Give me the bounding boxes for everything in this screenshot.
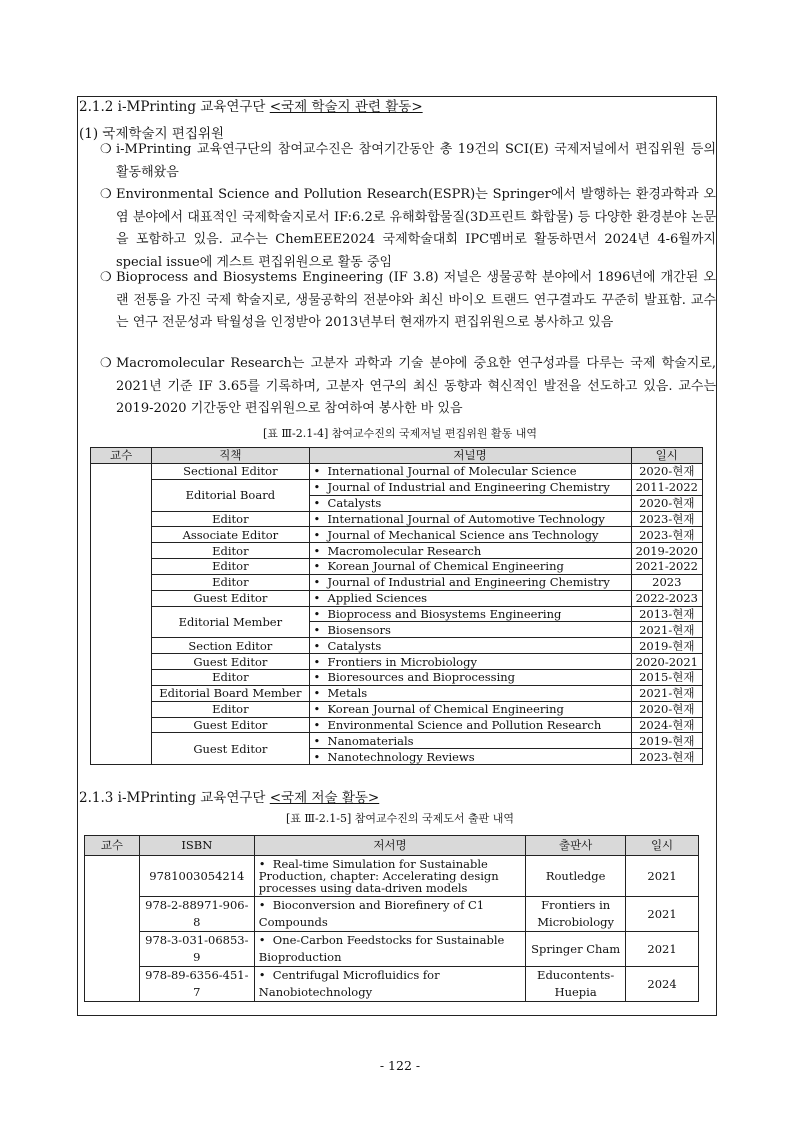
- bullet-icon: •: [313, 607, 321, 622]
- publication-table: [84, 835, 699, 1002]
- journal-cell: [309, 654, 631, 670]
- bullet-icon: •: [313, 638, 321, 653]
- period-cell: 2015-현재: [631, 669, 702, 685]
- journal-name: Journal of Mechanical Science ans Technology: [327, 527, 599, 542]
- table-row: [91, 654, 703, 670]
- journal-cell: [309, 749, 631, 765]
- table-row: [85, 897, 699, 932]
- bullet-paragraph: [100, 139, 716, 184]
- role-cell: Editorial Member: [152, 606, 309, 638]
- table-row: [91, 669, 703, 685]
- role-cell: Editor: [152, 701, 309, 717]
- period-cell: 2023-현재: [631, 511, 702, 527]
- journal-cell: [309, 590, 631, 606]
- period-cell: 2023: [631, 574, 702, 590]
- role-cell: Editor: [152, 559, 309, 575]
- journal-cell: [309, 543, 631, 559]
- period-cell: 2020-현재: [631, 464, 702, 480]
- bullet-icon: •: [313, 480, 321, 495]
- period-cell: 2021-2022: [631, 559, 702, 575]
- publisher-cell: Routledge: [526, 856, 626, 897]
- bullet-icon: •: [313, 511, 321, 526]
- table-row: [91, 717, 703, 733]
- bullet-icon: •: [313, 591, 321, 606]
- column-header: 저서명: [254, 836, 525, 856]
- journal-cell: [309, 464, 631, 480]
- book-title-cell: [254, 856, 525, 897]
- role-cell: Editor: [152, 669, 309, 685]
- page-number: - 122 -: [379, 1058, 421, 1073]
- bullet-icon: •: [313, 527, 321, 542]
- editorial-activity-table: [90, 447, 703, 765]
- section-heading-2-1-3: [79, 789, 379, 807]
- journal-name: Bioresources and Bioprocessing: [327, 670, 516, 685]
- year-cell: 2021: [626, 856, 699, 897]
- journal-name: Korean Journal of Chemical Engineering: [327, 702, 564, 717]
- role-cell: Guest Editor: [152, 733, 309, 765]
- bullet-text: 참여교수진은 참여기간동안 총 19건의 SCI(E) 국제저널에서 편집위원 등의 활동해왔음: [116, 142, 716, 180]
- journal-cell: [309, 717, 631, 733]
- bullet-icon: •: [313, 702, 321, 717]
- table-row: [91, 559, 703, 575]
- bullet-paragraph: [100, 353, 716, 421]
- table-row: [85, 967, 699, 1002]
- period-cell: 2019-2020: [631, 543, 702, 559]
- book-title: Real-time Simulation for Sustainable Production, chapter: Accelerating design processes using data-driven models: [258, 857, 499, 895]
- period-cell: 2021-현재: [631, 622, 702, 638]
- isbn-cell: 978-2-88971-906-8: [139, 897, 254, 932]
- bullet-icon: •: [313, 733, 321, 748]
- column-header: 직책: [152, 448, 309, 464]
- column-header: 일시: [631, 448, 702, 464]
- period-cell: 2019-현재: [631, 733, 702, 749]
- isbn-cell: 978-3-031-06853-9: [139, 932, 254, 967]
- professor-cell: [85, 856, 140, 1002]
- period-cell: 2011-2022: [631, 479, 702, 495]
- table-row: [85, 856, 699, 897]
- bullet-icon: •: [313, 543, 321, 558]
- isbn-cell: 9781003054214: [139, 856, 254, 897]
- journal-name: Frontiers in Microbiology: [327, 654, 477, 669]
- bullet-icon: •: [313, 559, 321, 574]
- section-heading-2-1-2: [79, 98, 423, 116]
- period-cell: 2013-현재: [631, 606, 702, 622]
- bullet-text-prefix: i-MPrinting 교육연구단의: [116, 142, 278, 157]
- role-cell: Section Editor: [152, 638, 309, 654]
- role-cell: Associate Editor: [152, 527, 309, 543]
- journal-cell: [309, 574, 631, 590]
- journal-name: Macromolecular Research: [327, 543, 482, 558]
- year-cell: 2021: [626, 932, 699, 967]
- journal-name: Bioprocess and Biosystems Engineering: [327, 607, 562, 622]
- book-title-cell: [254, 967, 525, 1002]
- journal-name: Nanotechnology Reviews: [327, 749, 475, 764]
- table-row: [91, 527, 703, 543]
- period-cell: 2023-현재: [631, 527, 702, 543]
- bullet-icon: •: [258, 968, 266, 982]
- column-header: 일시: [626, 836, 699, 856]
- professor-cell: [91, 464, 152, 765]
- heading-underlined: <국제 저술 활동>: [269, 790, 380, 806]
- book-title: One-Carbon Feedstocks for Sustainable Bioproduction: [258, 933, 505, 964]
- table-row: [91, 511, 703, 527]
- bullet-icon: •: [313, 575, 321, 590]
- role-cell: Editorial Board: [152, 479, 309, 511]
- table-caption: [표 Ⅲ-2.1-4] 참여교수진의 국제저널 편집위원 활동 내역: [263, 427, 537, 440]
- circle-bullet-icon: ❍: [100, 356, 112, 371]
- table-row: [91, 685, 703, 701]
- bullet-icon: •: [313, 749, 321, 764]
- journal-name: Applied Sciences: [327, 591, 428, 606]
- bullet-icon: •: [258, 933, 266, 947]
- journal-name: Journal of Industrial and Engineering Chemistry: [327, 575, 610, 590]
- journal-cell: [309, 527, 631, 543]
- bullet-icon: •: [313, 670, 321, 685]
- table-row: [91, 543, 703, 559]
- role-cell: Editorial Board Member: [152, 685, 309, 701]
- column-header: 교수: [91, 448, 152, 464]
- column-header: 교수: [85, 836, 140, 856]
- journal-cell: [309, 511, 631, 527]
- bullet-text: Environmental Science and Pollution Research(ESPR)는 Springer에서 발행하는 환경과학과 오염 분야에서 대표적인 국제학술지로서 IF:6.2로 유해화합물질(3D프린트 화합물) 등 다양한 환경분야 논문을 포함하고 있음. 교수는 ChemEEE2024 국제학술대회 IPC멤버로 활동하면서 2024년 4-6월까지 special issue에 게스트 편집위원으로 활동 중임: [116, 187, 716, 270]
- journal-cell: [309, 622, 631, 638]
- column-header: 출판사: [526, 836, 626, 856]
- table-row: [91, 464, 703, 480]
- publisher-cell: Springer Cham: [526, 932, 626, 967]
- year-cell: 2024: [626, 967, 699, 1002]
- table-row: [91, 733, 703, 749]
- role-cell: Guest Editor: [152, 590, 309, 606]
- bullet-text: Macromolecular Research는 고분자 과학과 기술 분야에 중요한 연구성과를 다루는 국제 학술지로, 2021년 기준 IF 3.65를 기록하며, 고분자 연구의 최신 동향과 혁신적인 발전을 선도하고 있음. 교수는 2019-2020 기간동안 편집위원으로 참여하여 봉사한 바 있음: [116, 356, 716, 416]
- role-cell: Editor: [152, 511, 309, 527]
- year-cell: 2021: [626, 897, 699, 932]
- journal-cell: [309, 638, 631, 654]
- subsection-heading: (1) 국제학술지 편집위원: [79, 126, 225, 142]
- bullet-icon: •: [313, 496, 321, 511]
- bullet-icon: •: [313, 464, 321, 479]
- journal-cell: [309, 479, 631, 495]
- period-cell: 2021-현재: [631, 685, 702, 701]
- journal-name: Catalysts: [327, 496, 382, 511]
- journal-cell: [309, 669, 631, 685]
- publisher-cell: Frontiers in Microbiology: [526, 897, 626, 932]
- table-row: [91, 590, 703, 606]
- period-cell: 2020-현재: [631, 495, 702, 511]
- journal-cell: [309, 733, 631, 749]
- journal-name: Metals: [327, 686, 368, 701]
- circle-bullet-icon: ❍: [100, 187, 112, 202]
- period-cell: 2020-2021: [631, 654, 702, 670]
- period-cell: 2022-2023: [631, 590, 702, 606]
- journal-name: Journal of Industrial and Engineering Chemistry: [327, 480, 610, 495]
- journal-cell: [309, 559, 631, 575]
- period-cell: 2020-현재: [631, 701, 702, 717]
- table-row: [91, 479, 703, 495]
- journal-cell: [309, 495, 631, 511]
- bullet-icon: •: [258, 898, 266, 912]
- period-cell: 2023-현재: [631, 749, 702, 765]
- isbn-cell: 978-89-6356-451-7: [139, 967, 254, 1002]
- journal-name: International Journal of Molecular Science: [327, 464, 577, 479]
- table-row: [85, 932, 699, 967]
- journal-cell: [309, 685, 631, 701]
- journal-cell: [309, 701, 631, 717]
- bullet-text: Bioprocess and Biosystems Engineering (IF 3.8) 저널은 생물공학 분야에서 1896년에 개간된 오랜 전통을 가진 국제 학술지로, 생물공학의 전분야와 최신 바이오 트랜드 연구결과도 꾸준히 발표함. 교수는 연구 전문성과 탁월성을 인정받아 2013년부터 현재까지 편집위원으로 봉사하고 있음: [116, 270, 716, 330]
- heading-underlined: <국제 학술지 관련 활동>: [269, 99, 423, 115]
- journal-name: International Journal of Automotive Technology: [327, 511, 605, 526]
- role-cell: Guest Editor: [152, 717, 309, 733]
- table-row: [91, 574, 703, 590]
- bullet-icon: •: [313, 717, 321, 732]
- bullet-icon: •: [313, 622, 321, 637]
- book-title-cell: [254, 932, 525, 967]
- book-title: Centrifugal Microfluidics for Nanobiotechnology: [258, 968, 440, 999]
- column-header: ISBN: [139, 836, 254, 856]
- bullet-paragraph: [100, 184, 716, 274]
- circle-bullet-icon: ❍: [100, 270, 112, 285]
- circle-bullet-icon: ❍: [100, 142, 112, 157]
- heading-prefix: 2.1.2 i-MPrinting 교육연구단: [79, 99, 270, 115]
- role-cell: Guest Editor: [152, 654, 309, 670]
- role-cell: Editor: [152, 543, 309, 559]
- journal-cell: [309, 606, 631, 622]
- role-cell: Editor: [152, 574, 309, 590]
- bullet-paragraph: [100, 267, 716, 335]
- period-cell: 2019-현재: [631, 638, 702, 654]
- table-row: [91, 701, 703, 717]
- table-row: [91, 606, 703, 622]
- table-caption: [표 Ⅲ-2.1-5] 참여교수진의 국제도서 출판 내역: [286, 812, 514, 825]
- publisher-cell: Educontents-Huepia: [526, 967, 626, 1002]
- heading-prefix: 2.1.3 i-MPrinting 교육연구단: [79, 790, 270, 806]
- journal-name: Catalysts: [327, 638, 382, 653]
- role-cell: Sectional Editor: [152, 464, 309, 480]
- journal-name: Environmental Science and Pollution Research: [327, 717, 602, 732]
- book-title: Bioconversion and Biorefinery of C1 Compounds: [258, 898, 485, 929]
- journal-name: Korean Journal of Chemical Engineering: [327, 559, 564, 574]
- table-row: [91, 638, 703, 654]
- book-title-cell: [254, 897, 525, 932]
- period-cell: 2024-현재: [631, 717, 702, 733]
- journal-name: Biosensors: [327, 622, 391, 637]
- bullet-icon: •: [313, 686, 321, 701]
- bullet-icon: •: [313, 654, 321, 669]
- journal-name: Nanomaterials: [327, 733, 414, 748]
- bullet-icon: •: [258, 857, 266, 871]
- column-header: 저널명: [309, 448, 631, 464]
